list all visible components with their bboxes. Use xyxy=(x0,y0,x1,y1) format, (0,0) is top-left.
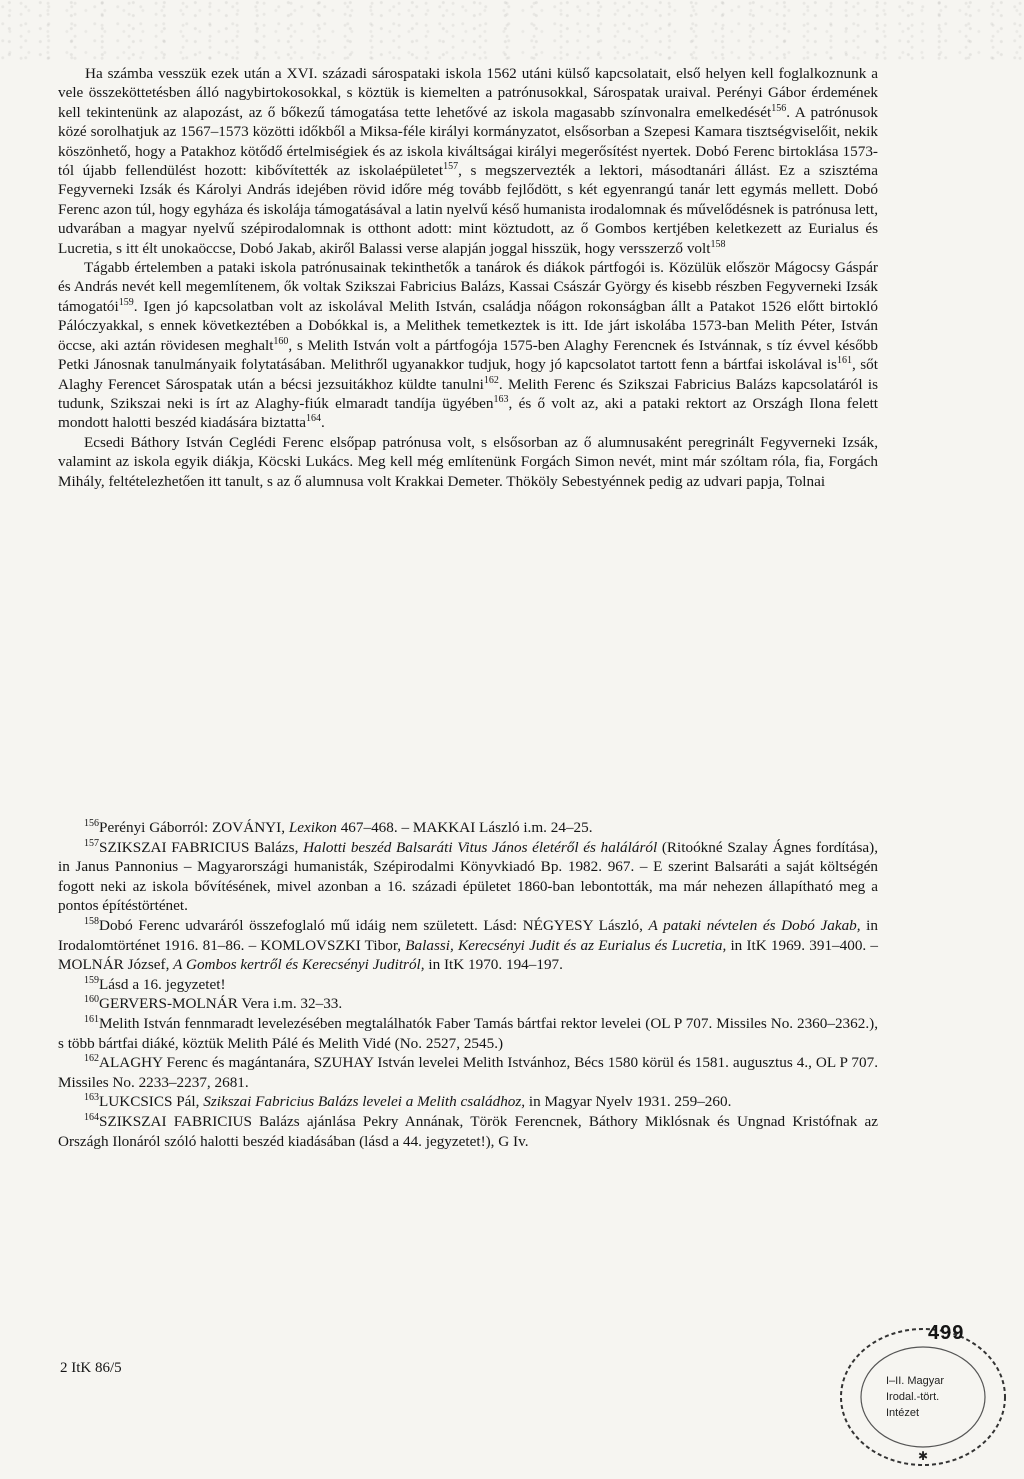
footnote-ref: 163 xyxy=(493,393,509,405)
footnote-number: 164 xyxy=(84,1111,99,1123)
footnote-text: GERVERS-MOLNÁR Vera i.m. 32–33. xyxy=(99,995,343,1013)
paragraph-text: , és ő volt az, aki a pataki rektort az Országh Ilona felett mondott halotti beszéd kiadására biztatta xyxy=(58,394,879,432)
footnote-text: Perényi Gáborról: ZOVÁNYI, xyxy=(99,819,289,836)
paragraph-text: , s Melith István volt a pártfogója 1575-ben Alaghy Ferencnek és Istvánnak, s tíz évvel később Petki Jánosnak tanulmányaik folytatásában. Melithről ugyanakkor tudjuk, hogy jó kapcsolatot tartott fenn a bártfai iskolával is xyxy=(58,336,878,374)
footnote-number: 157 xyxy=(84,837,99,849)
scan-noise-top xyxy=(0,0,1024,62)
footnote-text: in Magyar Nyelv 1931. 259–260. xyxy=(525,1093,732,1111)
footnote-number: 160 xyxy=(84,994,99,1006)
footnote-number: 158 xyxy=(84,915,99,927)
footnote-text: 467–468. – MAKKAI László i.m. 24–25. xyxy=(336,819,593,836)
main-text xyxy=(58,64,878,491)
footnote-text: SZIKSZAI FABRICIUS Balázs ajánlása Pekry Annának, Török Ferencnek, Báthory Miklósnak és Ungnad Kristófnak az Országh Ilonáról szóló halotti beszéd kiadásában (lásd a 44. jegyzetet!), G Iv. xyxy=(58,1112,878,1150)
paragraph-2 xyxy=(58,258,878,433)
paragraph-text: Ha számba vesszük ezek után a XVI. századi sárospataki iskola 1562 utáni külső kapcsolatait, első helyen kell foglalkoznunk a vele összeköttetésben álló nagybirtokosokkal, s köztük is kiemelten a patrónusokkal, Sárospatak uraival. Perényi Gábor érdemének kell tekintenünk az alapozást, az ő bőkezű támogatása tette lehetővé az iskola magasabb színvonalra emelkedését xyxy=(58,65,878,121)
library-stamp xyxy=(818,1302,1018,1472)
footnote-158 xyxy=(58,916,878,975)
footnote-161 xyxy=(58,1014,878,1053)
footnote-text: (Ritoókné Szalay Ágnes fordítása), in Janus Pannonius – Magyarországi humanisták, Szépirodalmi Könyvkiadó Bp. 1982. 967. – E szerint Balsaráti a saját költségén fogott neki az iskola bővítésének, mivel azonban a 16. századi épületet 1860-ban lebontották, ma már nehezen állapítható meg a pontos építéstörténet. xyxy=(58,838,878,915)
footnote-title: A Gombos kertről és Kerecsényi Juditról, xyxy=(173,956,425,974)
paragraph-text: Tágabb értelemben a pataki iskola patrónusainak tekinthetők a tanárok és diákok pártfogói is. Közülük először Mágocsy Gáspár és András nevét kell megemlítenem, ők voltak Szikszai Fabricius Balázs, Kassai Császár György és kisebb részben Fegyverneki Izsák támogatói xyxy=(58,259,878,315)
paragraph-text: , s megszervezték a lektori, másodtanári állást. Ez a szisztéma Fegyverneki Izsák és Károlyi András idejében rövid időre még tovább fejlődött, s két egyenrangú tanár lett egymás mellett. Dobó Ferenc azon túl, hogy egyháza és iskolája támogatásával a latin nyelvű késő humanista irodalomnak és művelődésnek is patrónusa lett, udvarában a magyar nyelvű szépirodalomnak is otthont adott: mint köztudott, az ő Gombos kertjében keletkezett az Eurialus és Lucretia, s itt élt unokaöccse, Dobó Jakab, akiről Balassi verse alapján joggal hisszük, hogy versszerző volt xyxy=(58,162,878,257)
footnote-160 xyxy=(58,994,878,1014)
footnote-number: 161 xyxy=(84,1013,99,1025)
footnote-ref: 159 xyxy=(118,296,134,308)
footnote-ref: 161 xyxy=(837,355,852,367)
footnote-text: in ItK 1969. 391–400. – MOLNÁR József, xyxy=(58,936,878,974)
footnote-text: Melith István fennmaradt levelezésében megtalálhatók Faber Tamás bártfai rektor levelei (OL P 707. Missiles No. 2360–2362.), s több bártfai diáké, köztük Melith Pálé és Melith Vidé (No. 2527, 2545.) xyxy=(58,1014,878,1052)
footnote-163 xyxy=(58,1092,878,1112)
printer-signature: 2 ItK 86/5 xyxy=(60,1360,122,1376)
footnote-text: LUKCSICS Pál, xyxy=(99,1093,204,1111)
footnotes xyxy=(58,818,878,1151)
footnote-164 xyxy=(58,1112,878,1151)
footnote-ref: 158 xyxy=(710,238,726,250)
paragraph-text: . A patrónusok közé sorolhatjuk az 1567–1573 közötti időkből a Miksa-féle királyi kormányzatot, elsősorban a Szepesi Kamara tisztségviselőit, nekik köszönhető, hogy a Patakhoz kötődő értelmiségiek és az iskola kiváltságai királyi megerősítést nyertek. Dobó Ferenc birtoklása 1573-tól újabb fellendülést hozott: kibővítették az iskolaépületet xyxy=(58,103,878,180)
paragraph-text: , sőt Alaghy Ferencet Sárospatak után a bécsi jezsuitákhoz küldte tanulni xyxy=(58,356,878,393)
footnote-title: Szikszai Fabricius Balázs levelei a Melith családhoz, xyxy=(203,1093,526,1111)
footnote-156 xyxy=(58,818,878,838)
paragraph-text: Ecsedi Báthory István Ceglédi Ferenc elsőpap patrónusa volt, s elsősorban az ő alumnusaként peregrinált Fegyverneki Izsák, valamint az iskola egyik diákja, Köcski Lukács. Meg kell még említenünk Forgách Simon nevét, mint már szóltam róla, fia, Forgách Mihály, feltételezhetően itt tanult, s az ő alumnusa volt Krakkai Demeter. Thököly Sebestyénnek pedig az udvari papja, Tolnai xyxy=(58,433,878,490)
footnote-ref: 156 xyxy=(771,102,787,114)
footnote-ref: 157 xyxy=(443,160,459,172)
footnote-text: in Irodalomtörténet 1916. 81–86. – KOMLOVSZKI Tibor, xyxy=(58,916,878,954)
star-icon: ✱ xyxy=(918,1449,929,1463)
paragraph-1 xyxy=(58,64,878,258)
paragraph-text: . xyxy=(320,414,325,432)
footnote-text: in ItK 1970. 194–197. xyxy=(424,956,563,974)
footnote-159 xyxy=(58,975,878,995)
footnote-number: 163 xyxy=(84,1092,99,1104)
footnote-text: ALAGHY Ferenc és magántanára, SZUHAY István levelei Melith Istvánhoz, Bécs 1580 körül és 1581. augusztus 4., OL P 707. Missiles No. 2233–2237, 2681. xyxy=(58,1054,878,1091)
footnote-number: 159 xyxy=(84,974,99,986)
footnote-title: Balassi, Kerecsényi Judit és az Eurialus és Lucretia, xyxy=(405,936,727,954)
footnote-text: Lásd a 16. jegyzetet! xyxy=(99,975,226,993)
footnote-title: Lexikon xyxy=(288,819,337,836)
footnote-text: Dobó Ferenc udvaráról összefoglaló mű idáig nem született. Lásd: NÉGYESY László, xyxy=(99,916,649,934)
stamp-line-1: I–II. Magyar xyxy=(886,1375,945,1387)
footnote-text: SZIKSZAI FABRICIUS Balázs, xyxy=(99,838,304,856)
paragraph-3 xyxy=(58,433,878,491)
stamp-line-3: Intézet xyxy=(886,1407,920,1419)
footnote-number: 162 xyxy=(84,1053,99,1065)
footnote-title: Halotti beszéd Balsaráti Vitus János életéről és haláláról xyxy=(303,838,658,856)
footnote-number: 156 xyxy=(84,817,99,829)
page-number: 499 xyxy=(928,1322,965,1344)
footnote-ref: 162 xyxy=(483,374,499,386)
footnote-ref: 160 xyxy=(273,335,289,347)
paragraph-text: . Igen jó kapcsolatban volt az iskolával Melith István, családja nőágon rokonságban állt a Patakot 1526 előtt birtokló Pálóczyakkal, s ennek következtében a Dobókkal is, a Melithek temetkeztek is itt. Ide járt iskolába 1573-ban Melith Péter, István öccse, aki aztán rövidesen meghalt xyxy=(58,297,878,354)
footnote-157 xyxy=(58,838,878,916)
stamp-line-2: Irodal.-tört. xyxy=(886,1391,940,1403)
paragraph-text: . Melith Ferenc és Szikszai Fabricius Balázs kapcsolatáról is tudunk, Szikszai neki is írt az Alaghy-fiúk elmaradt tandíja ügyében xyxy=(58,375,879,412)
footnote-162 xyxy=(58,1053,878,1092)
footnote-ref: 164 xyxy=(305,413,321,425)
footnote-title: A pataki névtelen és Dobó Jakab, xyxy=(648,916,861,934)
